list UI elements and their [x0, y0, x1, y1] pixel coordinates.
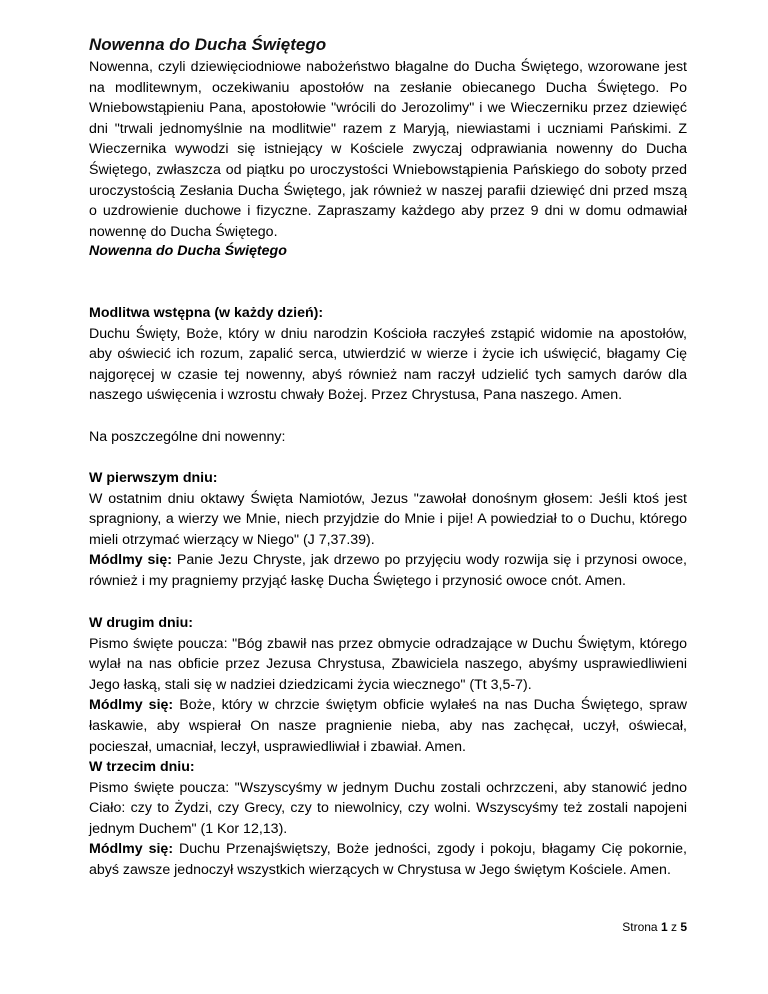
- day-scripture: W ostatnim dniu oktawy Święta Namiotów, Jezus "zawołał donośnym głosem: Jeśli ktoś jest spragniony, a wierzy we Mnie, niech przyjdzie do Mnie i pije! A powiedział to o Duchu, którego mieli otrzymać wierzący w Niego" (J 7,37.39).: [89, 490, 687, 548]
- pray-label: Módlmy się:: [89, 697, 174, 714]
- day-section-2: [89, 613, 687, 757]
- day-prayer-text: Panie Jezu Chryste, jak drzewo po przyjęciu wody rozwija się i przynosi owoce, również i my pragniemy przyjąć łaskę Ducha Świętego i przynosić owoce cnót. Amen.: [89, 552, 687, 589]
- day-prayer: [89, 839, 687, 880]
- day-section-1: [89, 468, 687, 592]
- opening-prayer-section: [89, 303, 687, 406]
- footer-middle: z: [667, 920, 681, 934]
- opening-text: Duchu Święty, Boże, który w dniu narodzin Kościoła raczyłeś zstąpić widomie na apostołów, aby oświecić ich rozum, zapalić serca, utwierdzić w wierze i życie ich uświęcić, błagamy Cię najgoręcej w czasie tej nowenny, abyś również nam raczył udzielić tych samych darów dla naszego uświęcenia i wzrostu chwały Bożej. Przez Chrystusa, Pana naszego. Amen.: [89, 325, 687, 404]
- days-intro: Na poszczególne dni nowenny:: [89, 429, 286, 445]
- day-heading: W trzecim dniu:: [89, 759, 195, 775]
- day-scripture: Pismo święte poucza: "Wszyscyśmy w jednym Duchu zostali ochrzczeni, aby stanowić jedno Ciało: czy to Żydzi, czy Grecy, czy to niewolnicy, czy wolni. Wszyscyśmy też zostali napojeni jednym Duchem" (1 Kor 12,13).: [89, 779, 687, 837]
- day-heading: W pierwszym dniu:: [89, 470, 218, 486]
- footer-page: 1: [660, 920, 668, 934]
- pray-label: Módlmy się:: [89, 841, 174, 858]
- page-number-footer: [622, 919, 687, 935]
- day-prayer: [89, 550, 687, 591]
- section-subtitle: Nowenna do Ducha Świętego: [89, 243, 287, 259]
- day-section-3: [89, 757, 687, 881]
- footer-total: 5: [680, 920, 687, 934]
- day-heading: W drugim dniu:: [89, 615, 194, 631]
- footer-prefix: Strona: [622, 920, 661, 934]
- opening-heading: Modlitwa wstępna (w każdy dzień):: [89, 305, 324, 321]
- day-scripture: Pismo święte poucza: "Bóg zbawił nas przez obmycie odradzające w Duchu Świętym, którego wylał na nas obficie przez Jezusa Chrystusa, Zbawiciela naszego, abyśmy usprawiedliwieni Jego łaską, stali się w nadziei dziedzicami życia wiecznego" (Tt 3,5-7).: [89, 635, 687, 693]
- day-prayer-text: Boże, który w chrzcie świętym obficie wylałeś na nas Ducha Świętego, spraw łaskawie, aby wspierał On nasze pragnienie nieba, aby nas zachęcał, uczył, oświecał, pocieszał, umacniał, leczył, usprawiedliwiał i zbawiał. Amen.: [89, 697, 687, 755]
- day-prayer: [89, 695, 687, 757]
- page-title: Nowenna do Ducha Świętego: [89, 35, 327, 54]
- day-prayer-text: Duchu Przenajświętszy, Boże jedności, zgody i pokoju, błagamy Cię pokornie, abyś zawsze jednoczył wszystkich wierzących w Chrystusa w Jego świętym Kościele. Amen.: [89, 841, 687, 878]
- intro-paragraph: Nowenna, czyli dziewięciodniowe nabożeństwo błagalne do Ducha Świętego, wzorowane jest na modlitewnym, oczekiwaniu apostołów na zesłanie obiecanego Ducha Świętego. Po Wniebowstąpieniu Pana, apostołowie "wrócili do Jerozolimy" i we Wieczerniku przez dziewięć dni "trwali jednomyślnie na modlitwie" razem z Maryją, niewiastami i uczniami Pańskimi. Z Wieczernika wywodzi się istniejący w Kościele zwyczaj odprawiania nowenny do Ducha Świętego, zwłaszcza od piątku po uroczystości Wniebowstąpienia Pańskiego do soboty przed uroczystością Zesłania Ducha Świętego, jak również w naszej parafii dziewięć dni przed mszą o uzdrowienie duchowe i fizyczne. Zapraszamy każdego aby przez 9 dni w domu odmawiał nowennę do Ducha Świętego.: [89, 59, 687, 240]
- pray-label: Módlmy się:: [89, 552, 172, 569]
